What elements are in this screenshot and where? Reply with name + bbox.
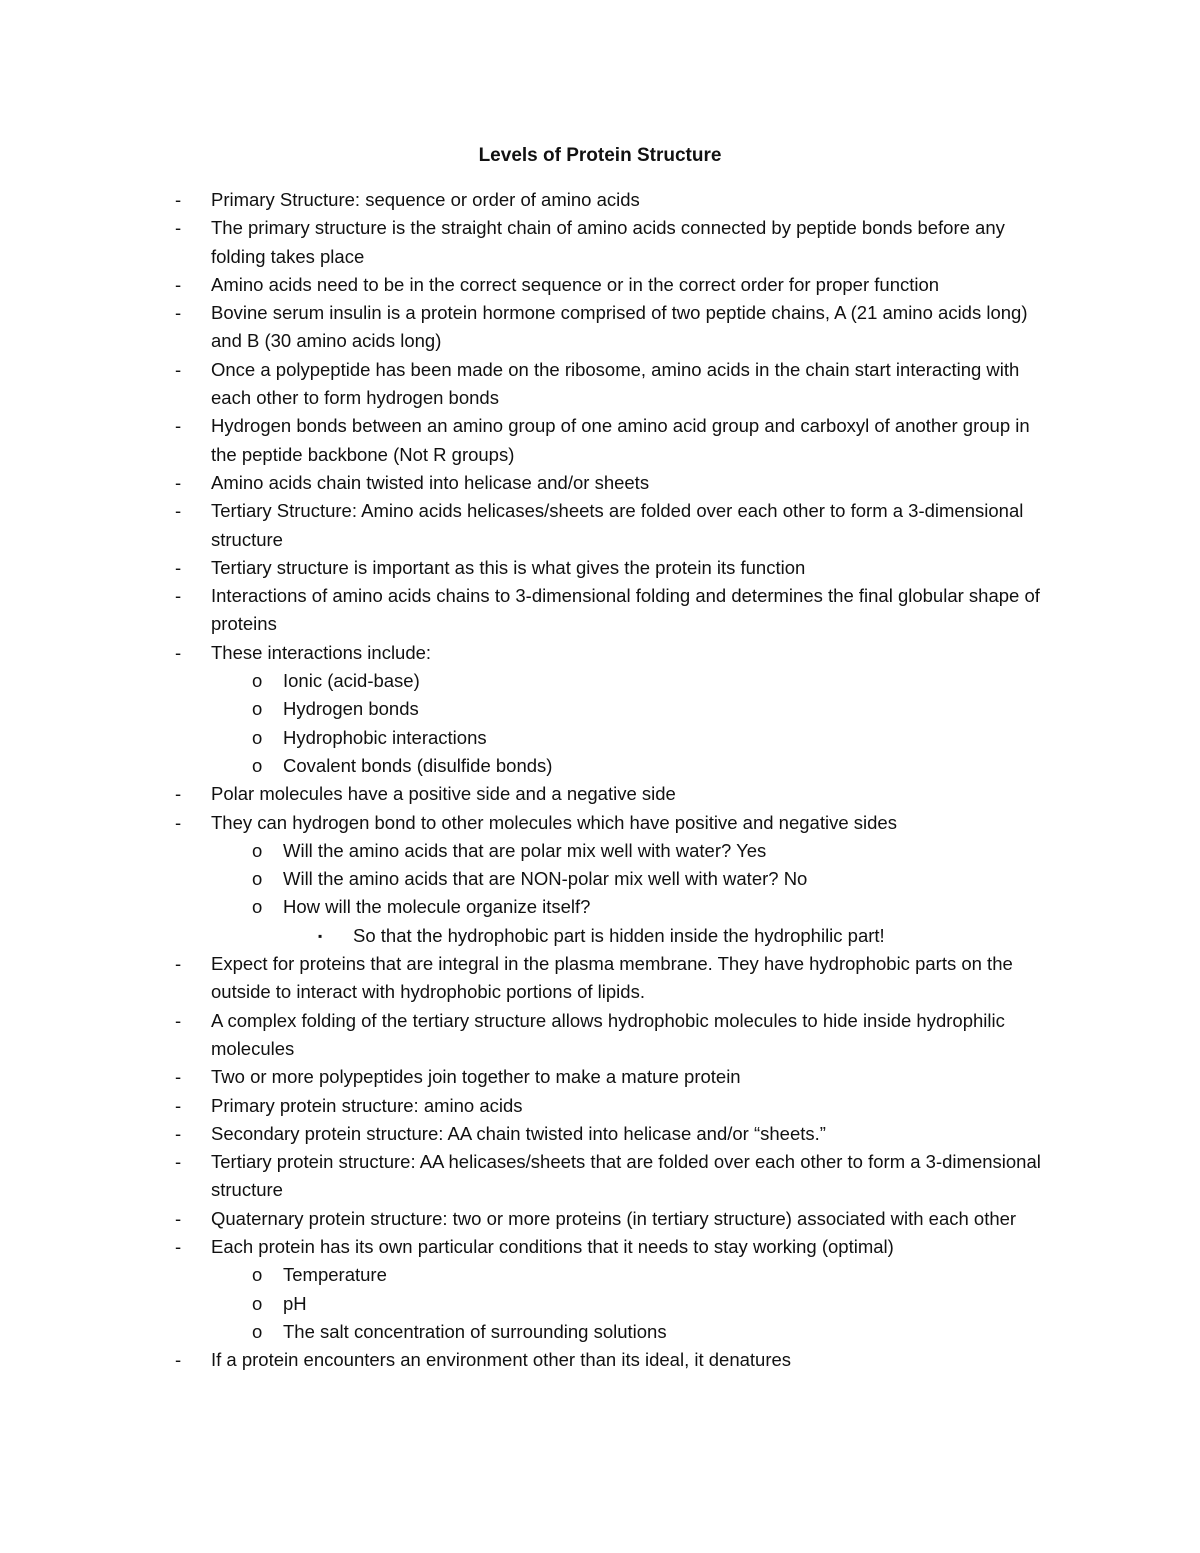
list-item-text: They can hydrogen bond to other molecules which have positive and negative sides <box>211 811 897 833</box>
dash-bullet-icon: - <box>175 1151 182 1173</box>
list-item-text: Ionic (acid-base) <box>283 670 420 692</box>
list-item <box>0 214 1056 271</box>
list-item <box>0 412 1056 469</box>
circle-bullet-icon: o <box>252 1320 263 1342</box>
dash-bullet-icon: - <box>175 1094 182 1116</box>
list-item-text: Hydrogen bonds between an amino group of one amino acid group and carboxyl of another group in the peptide backbone (Not R groups) <box>211 415 1030 465</box>
circle-bullet-icon: o <box>252 726 263 748</box>
list-item-text: Tertiary protein structure: AA helicases/sheets that are folded over each other to form a 3-dimensional structure <box>211 1151 1041 1201</box>
circle-bullet-icon: o <box>252 1292 263 1314</box>
circle-bullet-icon: o <box>252 670 263 692</box>
dash-bullet-icon: - <box>175 783 182 805</box>
list-item-text: Tertiary structure is important as this is what gives the protein its function <box>211 556 806 578</box>
list-item-text: pH <box>283 1292 307 1314</box>
list-item-text: Tertiary Structure: Amino acids helicases/sheets are folded over each other to form a 3-dimensional structure <box>211 500 1024 550</box>
list-item-text: A complex folding of the tertiary structure allows hydrophobic molecules to hide inside hydrophilic molecules <box>211 1009 1005 1059</box>
list-item-text: Bovine serum insulin is a protein hormone comprised of two peptide chains, A (21 amino acids long) and B (30 amino acids long) <box>211 302 1028 352</box>
list-item-text: Interactions of amino acids chains to 3-dimensional folding and determines the final globular shape of proteins <box>211 585 1040 635</box>
list-item <box>0 1063 1056 1091</box>
dash-bullet-icon: - <box>175 641 182 663</box>
dash-bullet-icon: - <box>175 1122 182 1144</box>
list-item-text: Expect for proteins that are integral in the plasma membrane. They have hydrophobic parts on the outside to interact with hydrophobic portions of lipids. <box>211 953 1013 1003</box>
list-item-text: Quaternary protein structure: two or more proteins (in tertiary structure) associated with each other <box>211 1207 1017 1229</box>
dash-bullet-icon: - <box>175 189 182 210</box>
list-item-text: Covalent bonds (disulfide bonds) <box>283 754 553 776</box>
list-item <box>0 299 1056 356</box>
list-item-text: The primary structure is the straight chain of amino acids connected by peptide bonds before any folding takes place <box>211 217 1005 267</box>
list-item-text: Will the amino acids that are NON-polar mix well with water? No <box>283 868 808 890</box>
list-item <box>0 780 1056 808</box>
list-item-text: Two or more polypeptides join together to make a mature protein <box>211 1066 741 1088</box>
page-title: Levels of Protein Structure <box>478 145 722 166</box>
list-item <box>0 1120 1056 1148</box>
list-item-text: Secondary protein structure: AA chain twisted into helicase and/or “sheets.” <box>211 1122 826 1144</box>
list-item <box>0 1205 1056 1233</box>
list-item <box>0 922 1043 950</box>
list-item <box>0 1290 1043 1318</box>
list-item <box>0 1007 1056 1064</box>
list-item-text: Primary Structure: sequence or order of amino acids <box>211 189 640 210</box>
circle-bullet-icon: o <box>252 839 263 861</box>
dash-bullet-icon: - <box>175 811 182 833</box>
list-item-text: How will the molecule organize itself? <box>283 896 591 918</box>
circle-bullet-icon: o <box>252 1264 263 1286</box>
list-item <box>0 271 1056 299</box>
list-item <box>0 497 1056 554</box>
list-item <box>0 582 1056 639</box>
list-item <box>0 865 1043 893</box>
dash-bullet-icon: - <box>175 273 182 295</box>
dash-bullet-icon: - <box>175 302 182 324</box>
list-item <box>0 469 1056 497</box>
dash-bullet-icon: - <box>175 1207 182 1229</box>
list-item <box>0 837 1043 865</box>
dash-bullet-icon: - <box>175 500 182 522</box>
list-item <box>0 752 1043 780</box>
list-item <box>0 554 1056 582</box>
list-item-text: Primary protein structure: amino acids <box>211 1094 523 1116</box>
circle-bullet-icon: o <box>252 754 263 776</box>
circle-bullet-icon: o <box>252 896 263 918</box>
list-item <box>0 1261 1043 1289</box>
list-item <box>0 950 1056 1007</box>
list-item-text: Amino acids chain twisted into helicase and/or sheets <box>211 471 650 493</box>
list-item <box>0 186 1056 214</box>
list-item-text: So that the hydrophobic part is hidden inside the hydrophilic part! <box>353 924 885 946</box>
dash-bullet-icon: - <box>175 1066 182 1088</box>
list-item <box>0 667 1043 695</box>
list-item <box>0 639 1056 667</box>
list-item-text: These interactions include: <box>211 641 432 663</box>
dash-bullet-icon: - <box>175 217 182 239</box>
list-item <box>0 1092 1056 1120</box>
list-item-text: Once a polypeptide has been made on the ribosome, amino acids in the chain start interacting with each other to form hydrogen bonds <box>211 358 1020 409</box>
list-item-text: Hydrogen bonds <box>283 698 419 720</box>
list-item <box>0 809 1056 837</box>
list-item-text: If a protein encounters an environment other than its ideal, it denatures <box>211 1349 792 1371</box>
circle-bullet-icon: o <box>252 698 263 720</box>
list-item <box>0 695 1043 723</box>
square-bullet-icon: ▪ <box>318 928 323 943</box>
list-item <box>0 1233 1056 1261</box>
list-item <box>0 724 1043 752</box>
dash-bullet-icon: - <box>175 1235 182 1257</box>
dash-bullet-icon: - <box>175 953 182 975</box>
dash-bullet-icon: - <box>175 585 182 607</box>
list-item-text: Polar molecules have a positive side and a negative side <box>211 783 676 805</box>
list-item-text: Will the amino acids that are polar mix well with water? Yes <box>283 839 767 861</box>
list-item <box>0 893 1043 921</box>
dash-bullet-icon: - <box>175 415 182 437</box>
list-item-text: Hydrophobic interactions <box>283 726 487 748</box>
list-item-text: Amino acids need to be in the correct sequence or in the correct order for proper function <box>211 273 940 295</box>
dash-bullet-icon: - <box>175 556 182 578</box>
dash-bullet-icon: - <box>175 471 182 493</box>
list-item-text: Temperature <box>283 1264 387 1286</box>
dash-bullet-icon: - <box>175 358 182 380</box>
dash-bullet-icon: - <box>175 1349 182 1371</box>
list-item-text: The salt concentration of surrounding solutions <box>283 1320 667 1342</box>
list-item-text: Each protein has its own particular conditions that it needs to stay working (optimal) <box>211 1235 894 1257</box>
dash-bullet-icon: - <box>175 1009 182 1031</box>
notes-list <box>0 186 1200 1374</box>
list-item <box>0 1318 1043 1346</box>
list-item <box>0 356 1056 413</box>
circle-bullet-icon: o <box>252 868 263 890</box>
list-item <box>0 1346 1056 1374</box>
list-item <box>0 1148 1056 1205</box>
